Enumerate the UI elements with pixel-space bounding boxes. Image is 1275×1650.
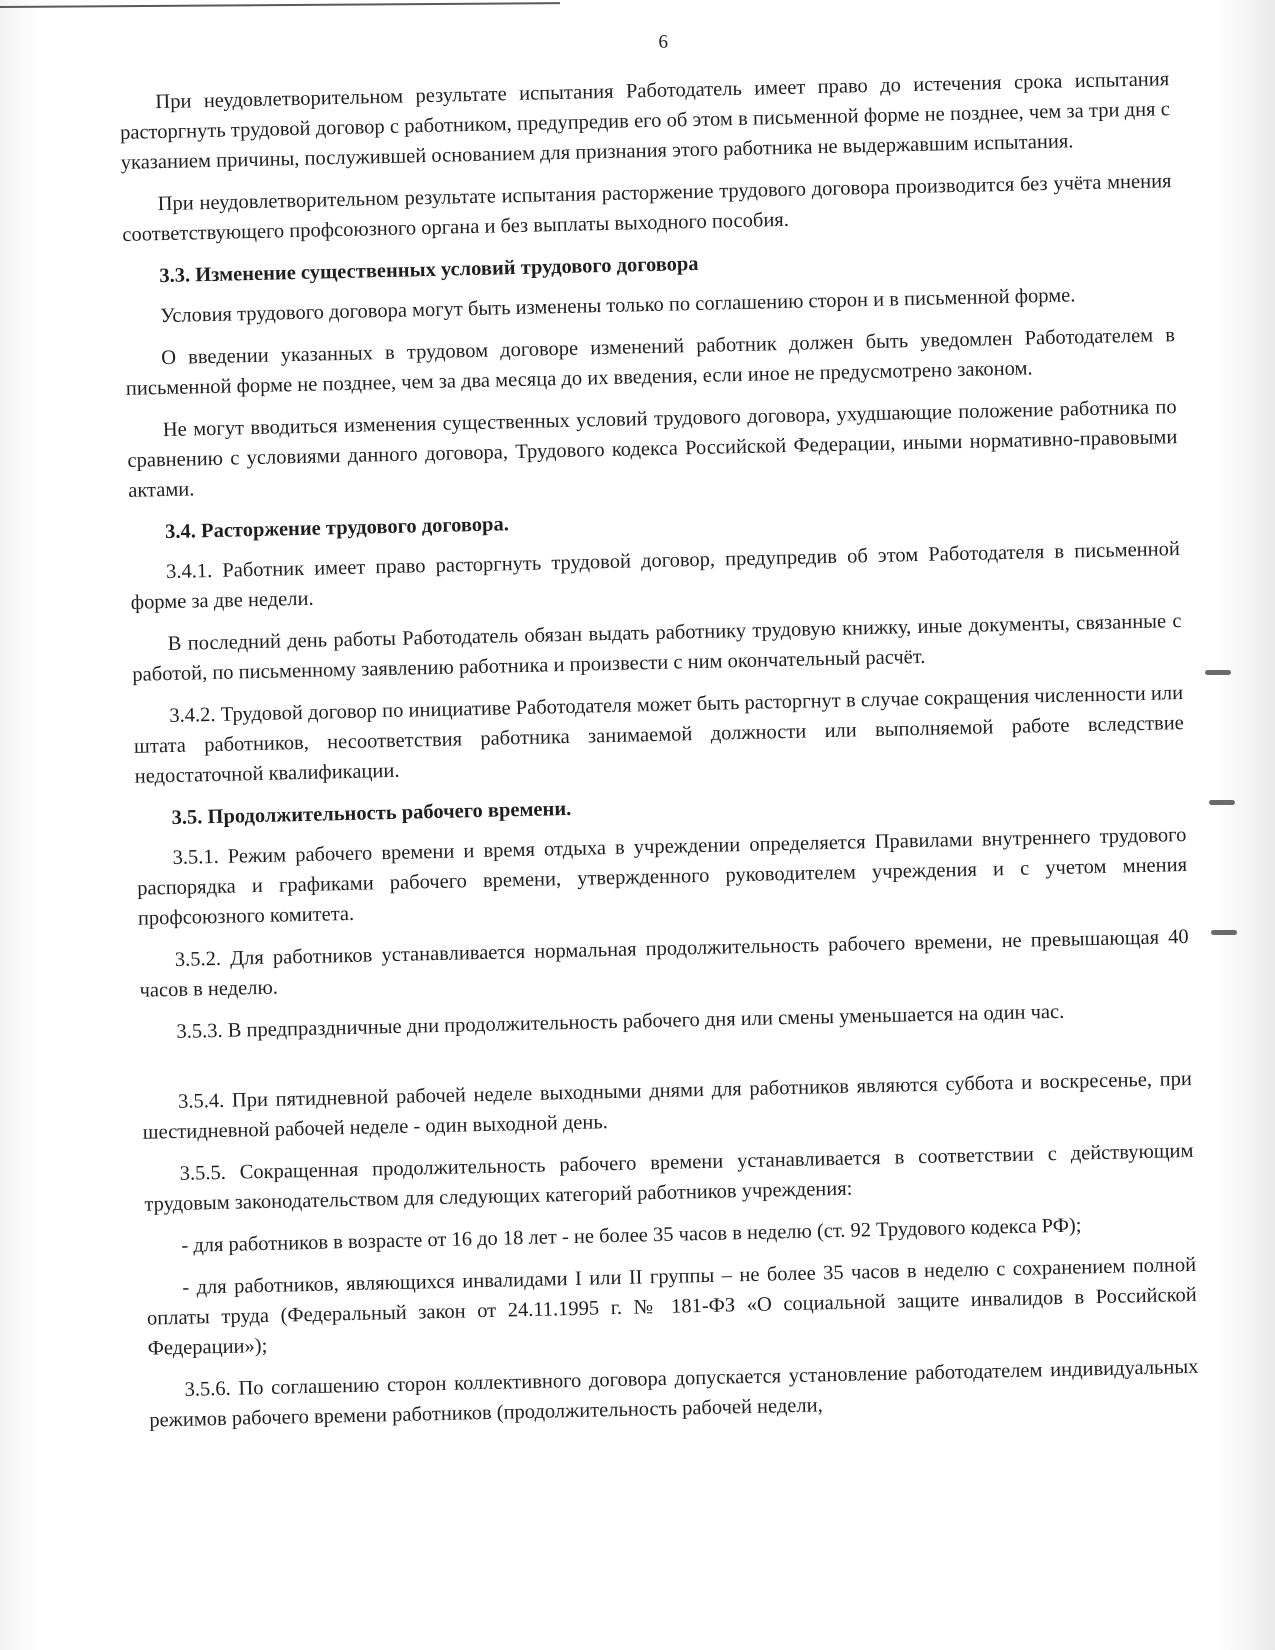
page-number: 6 xyxy=(658,31,669,53)
paragraph: Условия трудового договора могут быть изменены только по соглашению сторон и в письменной форме. xyxy=(160,284,1076,328)
section-heading: 3.3. Изменение существенных условий трудового договора xyxy=(159,252,699,288)
binder-mark xyxy=(1209,800,1235,805)
paragraph: Не могут вводиться изменения существенных условий трудового договора, ухудшающие положение работника по сравнению с условиями данного договора, Трудового кодекса Российской Федерации, иными нормативно-правовыми актами. xyxy=(127,396,1178,502)
paragraph: При неудовлетворительном результате испытания Работодатель имеет право до истечения срока испытания расторгнуть трудовой договор с работником, предупредив его об этом в письменной форме не позднее, чем за три дня с указанием причины, послужившей основанием для признания этого работника не выдержавшим испытания. xyxy=(119,68,1171,174)
paragraph: В последний день работы Работодатель обязан выдать работнику трудовую книжку, иные документы, связанные с работой, по письменному заявлению работника и произвести с ним окончательный расчёт. xyxy=(132,610,1182,686)
paragraph: - для работников, являющихся инвалидами I или II группы – не более 35 часов в неделю с сохранением полной оплаты труда (Федеральный закон от 24.11.1995 г. № 181-ФЗ «О социальной защите инвалидов в Российской Федерации»); xyxy=(146,1253,1197,1360)
paragraph: 3.5.6. По соглашению сторон коллективного договора допускается установление работодателем индивидуальных режимов рабочего времени работников (продолжительность рабочей недели, xyxy=(149,1355,1199,1432)
paragraph: 3.5.1. Режим рабочего времени и время отдыха в учреждении определяется Правилами внутреннего трудового распорядка и графиками рабочего времени, утвержденного руководителем учреждения и с учетом мнения профсоюзного комитета. xyxy=(137,823,1188,930)
binder-mark xyxy=(1205,670,1231,675)
paragraph: 3.4.1. Работник имеет право расторгнуть трудовой договор, предупредив об этом Работодателя в письменной форме за две недели. xyxy=(130,538,1181,614)
binder-mark xyxy=(1211,930,1237,935)
paragraph: 3.5.2. Для работников устанавливается нормальная продолжительность рабочего времени, не превышающая 40 часов в неделю. xyxy=(139,925,1189,1002)
paragraph: 3.5.3. В предпраздничные дни продолжительность рабочего дня или смены уменьшается на один час. xyxy=(176,1000,1065,1043)
scan-edge-right xyxy=(1217,0,1275,1650)
scan-top-line xyxy=(0,2,560,8)
section-heading: 3.5. Продолжительность рабочего времени. xyxy=(171,797,572,829)
paragraph: При неудовлетворительном результате испытания расторжение трудового договора производится без учёта мнения соответствующего профсоюзного органа и без выплаты выходного пособия. xyxy=(122,170,1172,246)
paragraph: 3.5.4. При пятидневной рабочей неделе выходными днями для работников являются суббота и воскресенье, при шестидневной рабочей неделе - один выходной день. xyxy=(142,1067,1193,1144)
section-heading: 3.4. Расторжение трудового договора. xyxy=(164,513,510,544)
scan-edge-left xyxy=(0,0,42,1650)
paragraph: 3.5.5. Сокращенная продолжительность рабочего времени устанавливается в соответствии с действующим трудовым законодательством для следующих категорий работников учреждения: xyxy=(144,1139,1194,1216)
paragraph: О введении указанных в трудовом договоре изменений работник должен быть уведомлен Работодателем в письменной форме не позднее, чем за два месяца до их введения, если иное не предусмотрено законом. xyxy=(125,324,1176,400)
paragraph: - для работников в возрасте от 16 до 18 лет - не более 35 часов в неделю (ст. 92 Трудового кодекса РФ); xyxy=(181,1214,1082,1257)
paragraph: 3.4.2. Трудовой договор по инициативе Работодателя может быть расторгнут в случае сокращения численности или штата работников, несоответствия работника занимаемой должности или выполняемой работе вследствие недостаточной квалификации. xyxy=(133,682,1185,788)
document-body xyxy=(119,64,1199,1435)
document-page xyxy=(118,16,1200,1447)
